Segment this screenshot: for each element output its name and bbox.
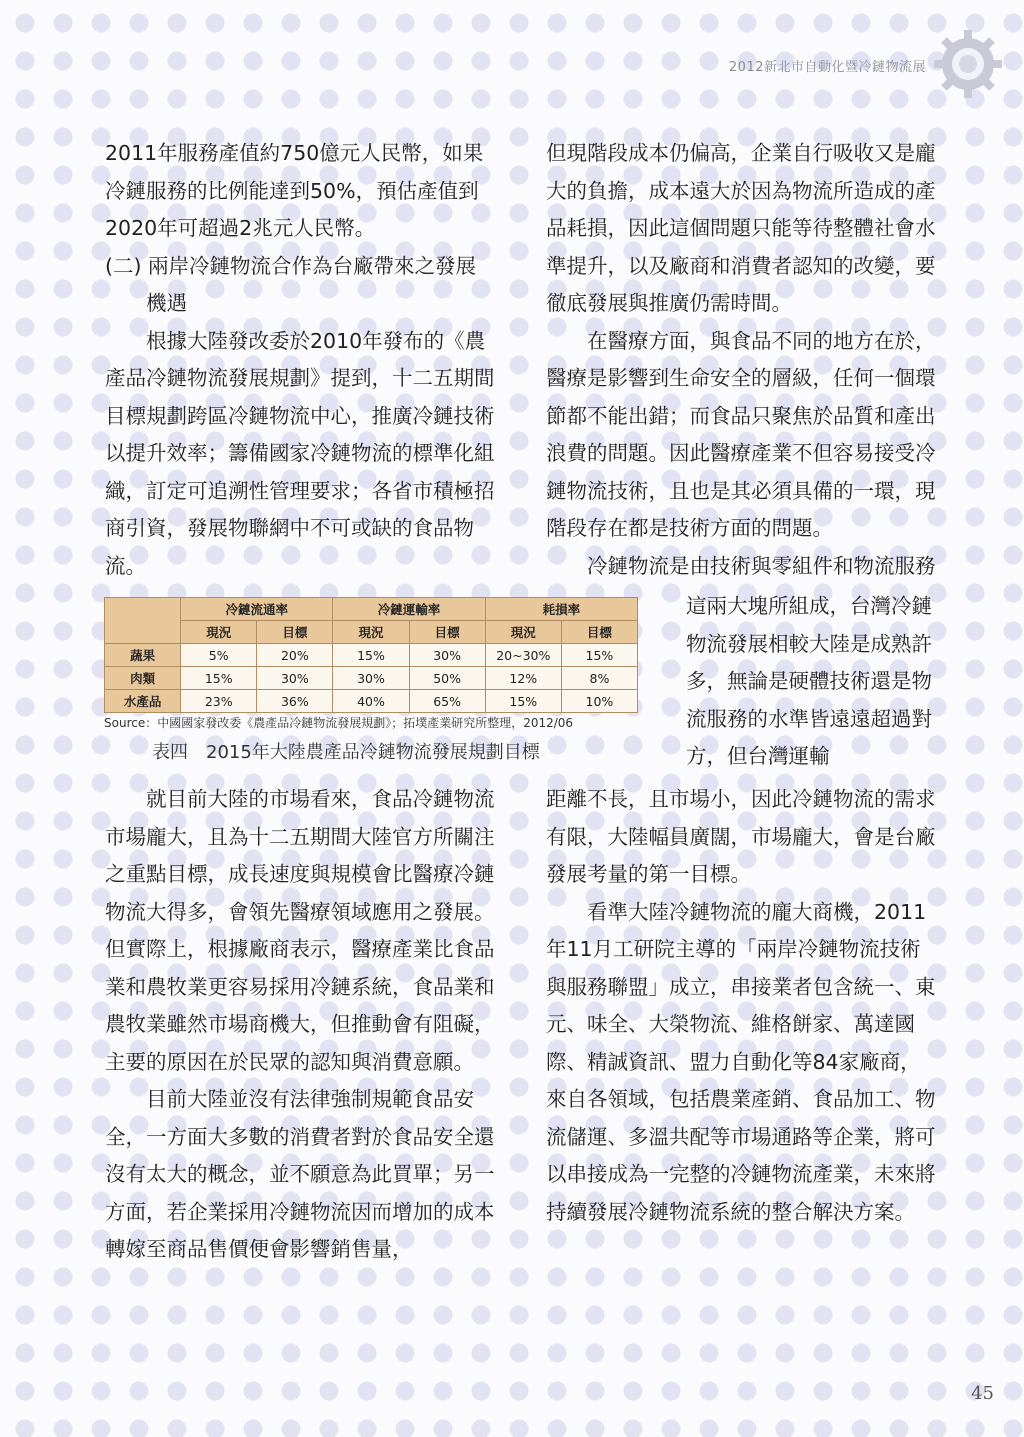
- cold-chain-target-table: [104, 597, 638, 713]
- table-subheader: 現況: [181, 621, 257, 644]
- table-cell: 12%: [485, 667, 561, 690]
- table-subheader: 現況: [333, 621, 409, 644]
- table-group-header: 冷鏈運輸率: [333, 598, 485, 621]
- table-cell: 30%: [409, 644, 485, 667]
- right-column-bottom: [546, 781, 938, 1231]
- table-group-header: 耗損率: [485, 598, 637, 621]
- table-cell: 10%: [561, 690, 637, 713]
- paragraph: 看準大陸冷鏈物流的龐大商機，2011年11月工研院主導的「兩岸冷鏈物流技術與服務聯盟」成立，串接業者包含統一、東元、味全、大榮物流、維格餅家、萬達國際、精誠資訊、盟力自動化等84家廠商，來自各領域，包括農業產銷、食品加工、物流儲運、多溫共配等市場通路等企業，將可以串接成為一完整的冷鏈物流產業，未來將持續發展冷鏈物流系統的整合解決方案。: [546, 899, 936, 1224]
- table-subheader: 目標: [561, 621, 637, 644]
- left-column-top: [105, 135, 495, 585]
- table-cell: 15%: [485, 690, 561, 713]
- table-cell: 15%: [181, 667, 257, 690]
- gear-icon: [932, 28, 1004, 100]
- page-number: 45: [971, 1383, 994, 1404]
- table-cell: 30%: [333, 667, 409, 690]
- table-cell: 40%: [333, 690, 409, 713]
- table-cell: 5%: [181, 644, 257, 667]
- table-subheader: 目標: [257, 621, 333, 644]
- table-corner: [105, 598, 181, 644]
- table-source: Source：中國國家發改委《農產品冷鏈物流發展規劃》；拓墣產業研究所整理，2012/06: [104, 716, 574, 730]
- table-cell: 15%: [333, 644, 409, 667]
- section-heading: [105, 248, 495, 323]
- table-row-label: 肉類: [105, 667, 181, 690]
- table-group-header: 冷鏈流通率: [181, 598, 333, 621]
- wrapped-paragraph: 這兩大塊所組成，台灣冷鏈物流發展相較大陸是成熟許多，無論是硬體技術還是物流服務的水準皆遠遠超過對方，但台灣運輸: [686, 594, 932, 768]
- section-heading-line: 機遇: [146, 291, 187, 315]
- right-column-top: [546, 135, 938, 585]
- table-row: [105, 690, 638, 713]
- table-cell: 23%: [181, 690, 257, 713]
- paragraph: 根據大陸發改委於2010年發布的《農產品冷鏈物流發展規劃》提到，十二五期間目標規劃跨區冷鏈物流中心，推廣冷鏈技術以提升效率；籌備國家冷鏈物流的標準化組織，訂定可追溯性管理要求；各省市積極招商引資，發展物聯網中不可或缺的食品物流。: [105, 328, 495, 578]
- table-cell: 50%: [409, 667, 485, 690]
- table-row: [105, 667, 638, 690]
- paragraph: 距離不長，且市場小，因此冷鏈物流的需求有限，大陸幅員廣闊，市場龐大，會是台廠發展考量的第一目標。: [546, 787, 936, 886]
- table-cell: 8%: [561, 667, 637, 690]
- table-cell: 65%: [409, 690, 485, 713]
- table-cell: 20%: [257, 644, 333, 667]
- section-heading-line: (二) 兩岸冷鏈物流合作為台廠帶來之發展: [105, 253, 477, 278]
- paragraph: 但現階段成本仍偏高，企業自行吸收又是龐大的負擔，成本遠大於因為物流所造成的產品耗損，因此這個問題只能等待整體社會水準提升，以及廠商和消費者認知的改變，要徹底發展與推廣仍需時間。: [546, 141, 936, 315]
- header-title: 2012新北市自動化暨冷鏈物流展: [728, 60, 926, 75]
- table-row: [105, 644, 638, 667]
- paragraph: 目前大陸並沒有法律強制規範食品安全，一方面大多數的消費者對於食品安全還沒有太大的概念，並不願意為此買單；另一方面，若企業採用冷鏈物流因而增加的成本轉嫁至商品售價便會影響銷售量，: [105, 1087, 495, 1261]
- left-column-bottom: [105, 781, 495, 1269]
- paragraph: 2011年服務產值約750億元人民幣，如果冷鏈服務的比例能達到50%，預估產值到2020年可超過2兆元人民幣。: [105, 141, 484, 240]
- table-cell: 20~30%: [485, 644, 561, 667]
- table-row-label: 水產品: [105, 690, 181, 713]
- table-cell: 30%: [257, 667, 333, 690]
- table-subheader: 目標: [409, 621, 485, 644]
- table-cell: 36%: [257, 690, 333, 713]
- table-row-label: 蔬果: [105, 644, 181, 667]
- data-table-figure: [104, 597, 638, 713]
- paragraph: 冷鏈物流是由技術與零組件和物流服務: [587, 553, 936, 578]
- table-cell: 15%: [561, 644, 637, 667]
- paragraph: 在醫療方面，與食品不同的地方在於，醫療是影響到生命安全的層級，任何一個環節都不能出錯；而食品只聚焦於品質和產出浪費的問題。因此醫療產業不但容易接受冷鏈物流技術，且也是其必須具備的一環，現階段存在都是技術方面的問題。: [546, 328, 936, 540]
- table-subheader: 現況: [485, 621, 561, 644]
- table-caption: 表四 2015年大陸農產品冷鏈物流發展規劃目標: [152, 742, 540, 763]
- paragraph: 就目前大陸的市場看來，食品冷鏈物流市場龐大，且為十二五期間大陸官方所關注之重點目標，成長速度與規模會比醫療冷鏈物流大得多，會領先醫療領域應用之發展。但實際上，根據廠商表示，醫療產業比食品業和農牧業更容易採用冷鏈系統，食品業和農牧業雖然市場商機大，但推動會有阻礙，主要的原因在於民眾的認知與消費意願。: [105, 787, 495, 1074]
